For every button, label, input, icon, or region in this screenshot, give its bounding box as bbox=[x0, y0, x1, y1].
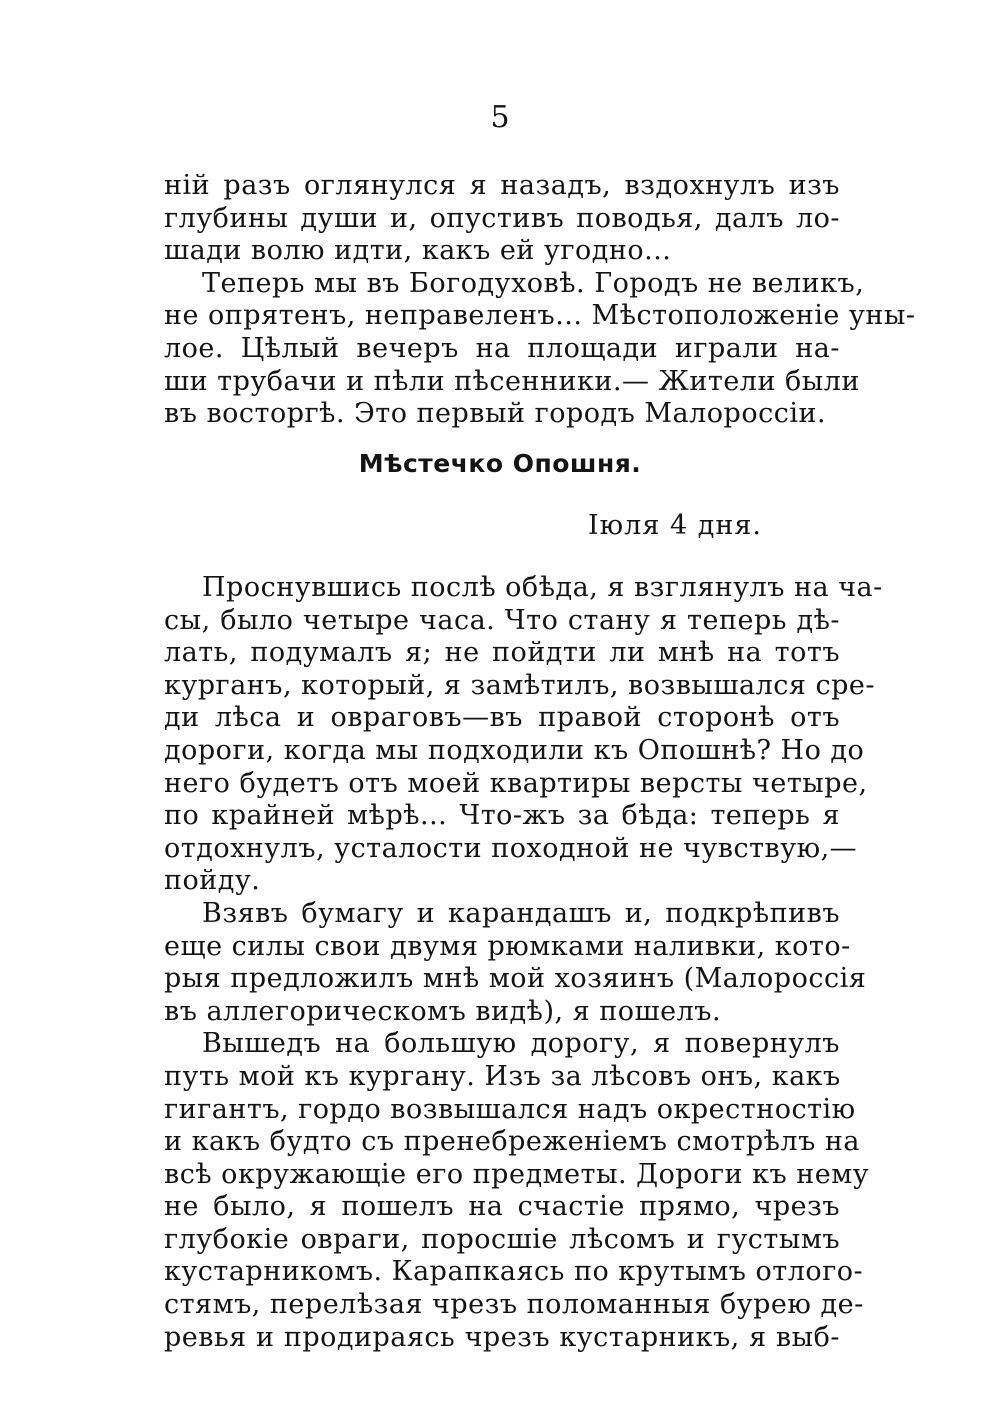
text-line: лать, подумалъ я; не пойдти ли мнѣ на тотъ bbox=[164, 637, 840, 669]
text-line: Теперь мы въ Богодуховѣ. Городъ не великъ, bbox=[202, 267, 865, 299]
page-number: 5 bbox=[490, 100, 510, 135]
text-line: ній разъ оглянулся я назадъ, вздохнулъ изъ bbox=[164, 170, 840, 201]
section-heading: Мѣстечко Опошня. bbox=[358, 449, 642, 478]
text-line: шади волю идти, какъ ей угодно... bbox=[164, 235, 672, 267]
text-line: ши трубачи и пѣли пѣсенники.— Жители были bbox=[164, 365, 860, 397]
text-line: въ аллегорическомъ видѣ), я пошелъ. bbox=[164, 995, 722, 1027]
text-line: и какъ будто съ пренебреженіемъ смотрѣлъ на bbox=[164, 1126, 860, 1158]
text-line: пойду. bbox=[164, 865, 261, 897]
text-line: глубокіе овраги, поросшіе лѣсомъ и густымъ bbox=[164, 1223, 840, 1255]
text-line: Проснувшись послѣ обѣда, я взглянулъ на ча- bbox=[202, 572, 883, 603]
text-line: стямъ, перелѣзая чрезъ поломанныя бурею де- bbox=[164, 1289, 864, 1321]
text-line: кустарникомъ. Карапкаясь по крутымъ отлого- bbox=[164, 1256, 864, 1288]
text-line: гигантъ, гордо возвышался надъ окрестностію bbox=[164, 1093, 856, 1125]
paragraph-top bbox=[164, 170, 916, 431]
text-line: по крайней мѣрѣ... Что-жъ за бѣда: теперь я bbox=[164, 800, 840, 832]
section-date: Іюля 4 дня. bbox=[588, 510, 762, 541]
text-line: дороги, когда мы подходили къ Опошнѣ? Но до bbox=[164, 734, 865, 766]
text-line: путь мой къ кургану. Изъ за лѣсовъ онъ, какъ bbox=[164, 1060, 841, 1092]
text-line: рыя предложилъ мнѣ мой хозяинъ (Малороссія bbox=[164, 963, 867, 995]
text-line: него будетъ отъ моей квартиры версты четыре, bbox=[164, 767, 868, 799]
text-line: Взявъ бумагу и карандашъ и, подкрѣпивъ bbox=[202, 897, 840, 929]
text-line: курганъ, который, я замѣтилъ, возвышался сре- bbox=[164, 669, 875, 701]
text-line: ревья и продираясь чрезъ кустарникъ, я выб- bbox=[164, 1321, 840, 1353]
text-line: въ восторгѣ. Это первый городъ Малороссіи. bbox=[164, 398, 827, 430]
text-line: отдохнулъ, усталости походной не чувствую,— bbox=[164, 832, 858, 864]
text-line: всѣ окружающіе его предметы. Дороги къ нему bbox=[164, 1158, 870, 1190]
text-line: Вышедъ на большую дорогу, я повернулъ bbox=[202, 1028, 840, 1060]
text-line: лое. Цѣлый вечеръ на площади играли на- bbox=[164, 332, 840, 364]
text-line: глубины души и, опустивъ поводья, далъ ло- bbox=[164, 202, 840, 234]
text-line: ди лѣса и овраговъ—въ правой сторонѣ отъ bbox=[164, 702, 840, 734]
paragraph-main bbox=[164, 572, 883, 1354]
text-line: еще силы свои двумя рюмками наливки, кото- bbox=[164, 930, 851, 962]
text-line: не было, я пошелъ на счастіе прямо, чрезъ bbox=[164, 1191, 840, 1223]
text-line: не опрятенъ, неправеленъ... Мѣстоположеніе уны- bbox=[164, 300, 916, 332]
text-line: сы, было четыре часа. Что стану я теперь дѣ- bbox=[164, 604, 840, 636]
